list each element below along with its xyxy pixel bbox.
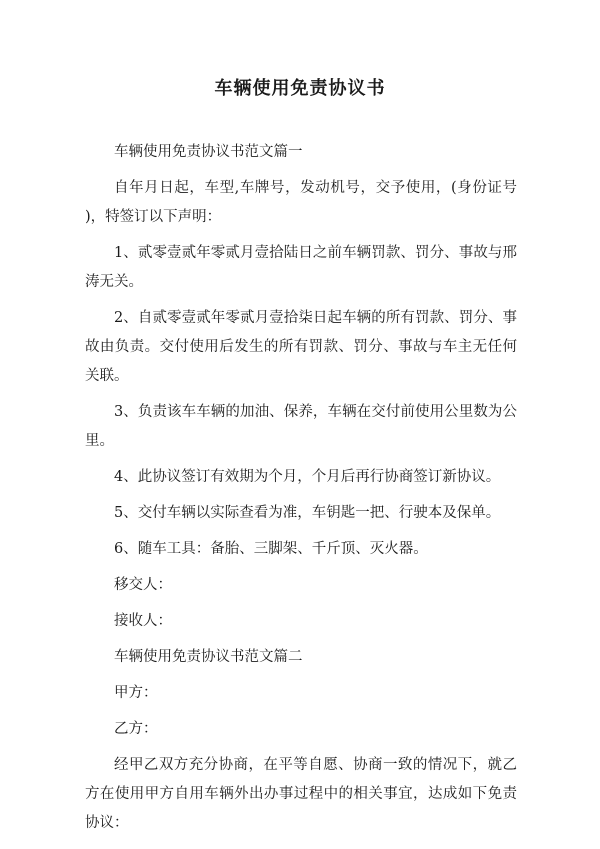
document-body (85, 138, 517, 845)
clause-6: 6、随车工具：备胎、三脚架、千斤顶、灭火器。 (114, 541, 428, 557)
clause-2: 2、自贰零壹贰年零贰月壹拾柒日起车辆的所有罚款、罚分、事故由负责。交付使用后发生的所有罚款、罚分、事故与车主无任何关联。 (85, 310, 517, 384)
intro-paragraph: 自年月日起，车型,车牌号，发动机号，交予使用，(身份证号 )，特签订以下声明： (85, 180, 517, 225)
transferor-line: 移交人： (114, 577, 172, 593)
clause-4: 4、此协议签订有效期为个月，个月后再行协商签订新协议。 (114, 469, 501, 485)
receiver-line: 接收人： (114, 613, 172, 629)
party-a-line: 甲方： (114, 685, 158, 701)
agreement-intro-paragraph: 经甲乙双方充分协商，在平等自愿、协商一致的情况下，就乙方在使用甲方自用车辆外出办事过程中的相关事宜，达成如下免责协议： (85, 757, 517, 831)
section-heading-two: 车辆使用免责协议书范文篇二 (114, 649, 303, 665)
section-heading-one: 车辆使用免责协议书范文篇一 (114, 144, 303, 160)
clause-3: 3、负责该车车辆的加油、保养，车辆在交付前使用公里数为公里。 (85, 404, 517, 449)
document-title: 车辆使用免责协议书 (214, 78, 386, 99)
party-b-line: 乙方： (114, 721, 158, 737)
clause-5: 5、交付车辆以实际查看为准，车钥匙一把、行驶本及保单。 (114, 505, 501, 521)
clause-1: 1、贰零壹贰年零贰月壹拾陆日之前车辆罚款、罚分、事故与邢涛无关。 (85, 245, 517, 290)
